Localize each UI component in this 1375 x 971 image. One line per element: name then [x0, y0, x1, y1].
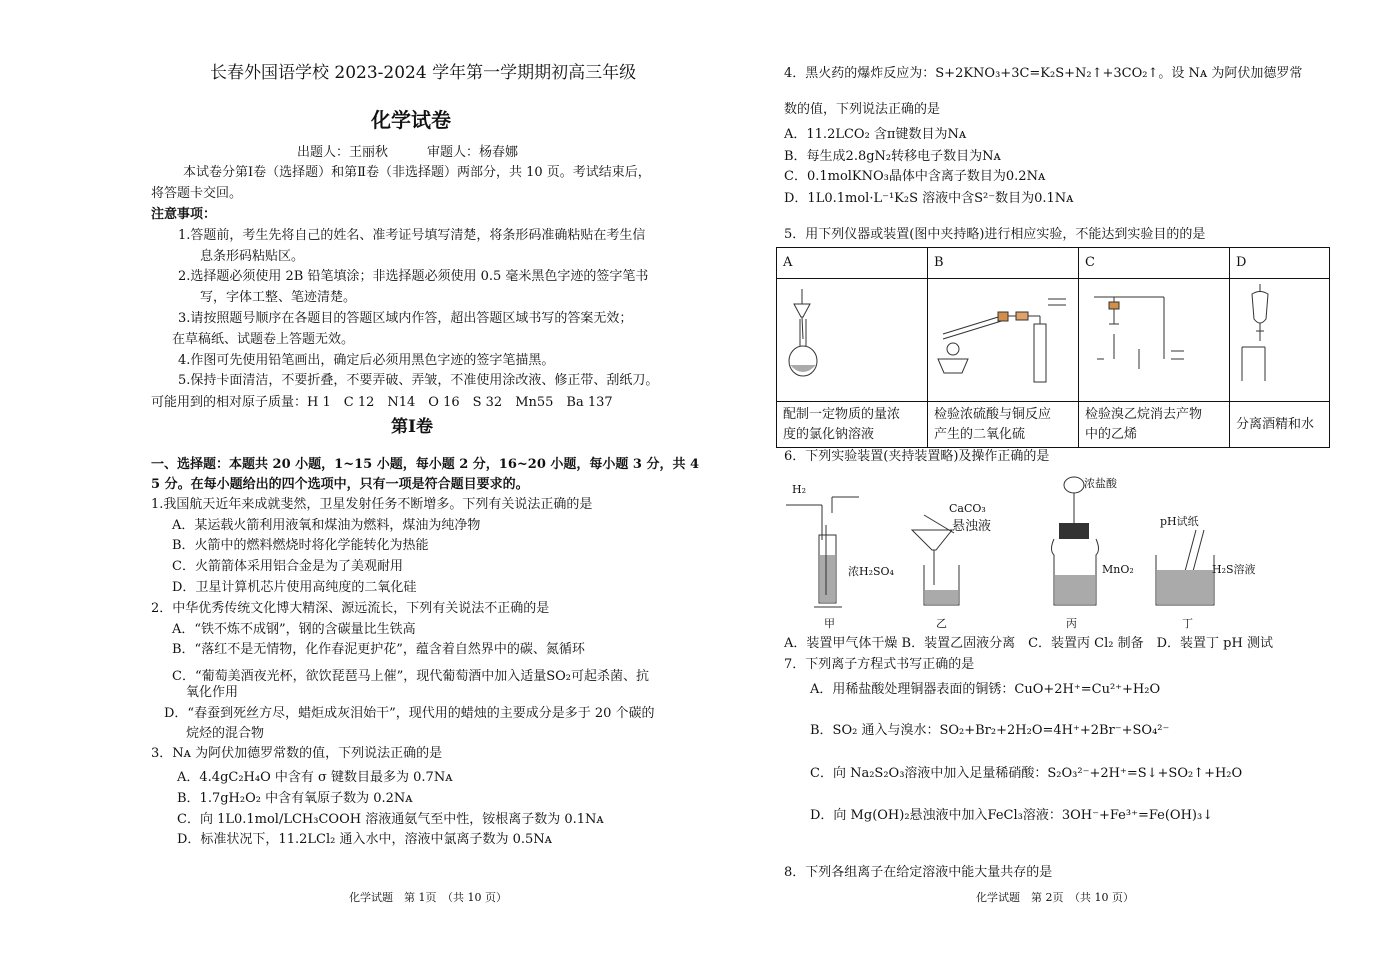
question-1-option-c: C．火箭箭体采用铝合金是为了美观耐用	[172, 559, 403, 574]
question-4-option-b: B．每生成2.8gN₂转移电子数目为Nᴀ	[784, 149, 1001, 164]
question-8: 8．下列各组离子在给定溶液中能大量共存的是	[784, 865, 1053, 880]
question-2-option-d-line-2: 烷烃的混合物	[186, 726, 265, 741]
apparatus-d-cell	[1230, 279, 1330, 402]
question-4-option-c: C．0.1molKNO₃晶体中含离子数目为0.2Nᴀ	[784, 169, 1046, 184]
table-desc-d	[1230, 402, 1330, 448]
label-jia: 甲	[824, 617, 835, 630]
question-3-option-c: C．向 1L0.1mol/LCH₃COOH 溶液通氨气至中性，铵根离子数为 0.1Nᴀ	[177, 812, 604, 827]
section-1-line-1: 一、选择题：本题共 20 小题，1~15 小题，每小题 2 分，16~20 小题，每小题 3 分，共 4	[151, 457, 700, 472]
question-1-option-a: A．某运载火箭利用液氧和煤油为燃料，煤油为纯净物	[172, 518, 481, 533]
question-7-option-a: A．用稀盐酸处理铜器表面的铜锈：CuO+2H⁺=Cu²⁺+H₂O	[810, 682, 1161, 697]
question-7: 7．下列离子方程式书写正确的是	[784, 657, 975, 672]
apparatus-b-cell	[928, 279, 1079, 402]
apparatus-a-cell	[777, 279, 928, 402]
question-6-options: A．装置甲气体干燥 B．装置乙固液分离 C．装置丙 Cl₂ 制备 D．装置丁 pH 测试	[784, 636, 1273, 651]
desc-d-text: 分离酒精和水	[1236, 416, 1315, 432]
notice-1a: 1.答题前，考生先将自己的姓名、准考证号填写清楚，将条形码准确粘贴在考生信	[178, 228, 646, 243]
desc-a-text: 配制一定物质的量浓度的氯化钠溶液	[783, 406, 901, 442]
question-6: 6．下列实验装置(夹持装置略)及操作正确的是	[784, 449, 1050, 464]
table-desc-b	[928, 402, 1079, 448]
page-footer: 化学试题 第 1页 （共 10 页）	[349, 891, 507, 904]
question-2-option-a: A．“铁不炼不成钢”，钢的含碳量比生铁高	[172, 622, 416, 637]
question-2: 2．中华优秀传统文化博大精深、源远流长，下列有关说法不正确的是	[151, 601, 550, 616]
question-4-option-d: D．1L0.1mol·L⁻¹K₂S 溶液中含S²⁻数目为0.1Nᴀ	[784, 191, 1074, 206]
question-7-option-c: C．向 Na₂S₂O₃溶液中加入足量稀硝酸：S₂O₃²⁻+2H⁺=S↓+SO₂↑+H₂O	[810, 766, 1243, 781]
label-mno2: MnO₂	[1102, 563, 1134, 576]
page-footer: 化学试题 第 2页 （共 10 页）	[976, 891, 1134, 904]
notice-3a: 3.请按照题号顺序在各题目的答题区域内作答，超出答题区域书写的答案无效；	[178, 311, 633, 326]
apparatus-ding	[1156, 515, 1256, 630]
desc-b-text: 检验浓硫酸与铜反应产生的二氧化硫	[934, 406, 1052, 442]
notice-2a: 2.选择题必须使用 2B 铅笔填涂；非选择题必须使用 0.5 毫米黑色字迹的签字笔书	[178, 269, 649, 284]
question-3: 3．Nᴀ 为阿伏加德罗常数的值，下列说法正确的是	[151, 746, 443, 761]
question-2-option-b: B．“落红不是无情物，化作春泥更护花”，蕴含着自然界中的碳、氮循环	[172, 642, 585, 657]
table-desc-a	[777, 402, 928, 448]
question-6-figures	[784, 475, 1264, 635]
volume-title: 第Ⅰ卷	[391, 417, 433, 437]
question-7-option-b: B．SO₂ 通入与溴水：SO₂+Br₂+2H₂O=4H⁺+2Br⁻+SO₄²⁻	[810, 723, 1170, 738]
table-desc-c	[1079, 402, 1230, 448]
label-conc-hcl: 浓盐酸	[1084, 477, 1117, 490]
page-2	[700, 0, 1375, 971]
table-header-a: A	[777, 248, 928, 279]
notice-4: 4.作图可先使用铅笔画出，确定后必须用黑色字迹的签字笔描黑。	[178, 353, 555, 368]
label-h2s-solution: H₂S溶液	[1212, 563, 1256, 576]
question-5-table	[776, 247, 1330, 448]
question-1: 1.我国航天近年来成就斐然，卫星发射任务不断增多。下列有关说法正确的是	[151, 497, 593, 512]
question-7-option-d: D．向 Mg(OH)₂悬浊液中加入FeCl₃溶液：3OH⁻+Fe³⁺=Fe(OH)₃↓	[810, 808, 1214, 823]
question-4-line-1: 4．黑火药的爆炸反应为：S+2KNO₃+3C=K₂S+N₂↑+3CO₂↑。设 Nᴀ 为阿伏加德罗常	[784, 66, 1303, 81]
apparatus-c-cell	[1079, 279, 1230, 402]
table-header-d: D	[1230, 248, 1330, 279]
notice-5: 5.保持卡面清洁，不要折叠，不要弄破、弄皱，不准使用涂改液、修正带、刮纸刀。	[178, 373, 659, 388]
exam-authors: 出题人：王丽秋 审题人：杨春娜	[297, 145, 519, 160]
intro-line-1: 本试卷分第Ⅰ卷（选择题）和第Ⅱ卷（非选择题）两部分，共 10 页。考试结束后，	[183, 165, 651, 180]
exam-subject-title: 化学试卷	[371, 108, 451, 132]
section-1-line-2: 5 分。在每小题给出的四个选项中，只有一项是符合题目要求的。	[151, 477, 529, 492]
apparatus-bing	[1052, 476, 1134, 630]
question-3-option-d: D．标准状况下，11.2LCl₂ 通入水中，溶液中氯离子数为 0.5Nᴀ	[177, 832, 552, 847]
question-5: 5．用下列仪器或装置(图中夹持略)进行相应实验，不能达到实验目的的是	[784, 227, 1206, 242]
label-ph-paper: pH试纸	[1160, 515, 1199, 528]
notice-title: 注意事项：	[151, 207, 217, 222]
table-header-c: C	[1079, 248, 1230, 279]
intro-line-2: 将答题卡交回。	[151, 186, 243, 201]
question-1-option-d: D．卫星计算机芯片使用高纯度的二氧化硅	[172, 580, 417, 595]
desc-c-text: 检验溴乙烷消去产物中的乙烯	[1085, 406, 1203, 442]
separatory-funnel-figure	[1230, 279, 1329, 394]
apparatus-yi	[912, 502, 991, 630]
label-caco3: CaCO₃	[949, 502, 986, 515]
label-h2: H₂	[792, 483, 807, 496]
label-suspension: 悬浊液	[952, 519, 992, 534]
question-2-option-c-line-2: 氧化作用	[186, 685, 239, 700]
label-ding: 丁	[1182, 617, 1193, 630]
atomic-masses: 可能用到的相对原子质量：H 1 C 12 N14 O 16 S 32 Mn55 Ba 137	[151, 395, 613, 410]
question-4-line-2: 数的值，下列说法正确的是	[784, 102, 941, 117]
question-3-option-b: B．1.7gH₂O₂ 中含有氧原子数为 0.2Nᴀ	[177, 791, 413, 806]
cu-h2so4-apparatus-figure	[928, 279, 1078, 394]
notice-1b: 息条形码粘贴区。	[200, 249, 305, 264]
volumetric-flask-figure	[777, 279, 927, 394]
table-header-b: B	[928, 248, 1079, 279]
ethylene-test-figure	[1079, 279, 1229, 394]
exam-school-title: 长春外国语学校 2023-2024 学年第一学期期初高三年级	[210, 63, 637, 83]
label-conc-h2so4: 浓H₂SO₄	[848, 565, 894, 578]
question-3-option-a: A．4.4gC₂H₄O 中含有 σ 键数目最多为 0.7Nᴀ	[177, 770, 453, 785]
label-yi: 乙	[936, 617, 947, 630]
question-1-option-b: B．火箭中的燃料燃烧时将化学能转化为热能	[172, 538, 429, 553]
label-bing: 丙	[1066, 617, 1077, 630]
question-4-option-a: A．11.2LCO₂ 含π键数目为Nᴀ	[784, 127, 967, 142]
question-2-option-d-line-1: D．“春蚕到死丝方尽，蜡炬成灰泪始干”，现代用的蜡烛的主要成分是多于 20 个碳的	[164, 706, 655, 721]
apparatus-jia	[786, 483, 895, 630]
notice-2b: 写，字体工整、笔迹清楚。	[200, 290, 357, 305]
notice-3b: 在草稿纸、试题卷上答题无效。	[172, 332, 355, 347]
question-2-option-c-line-1: C．“葡萄美酒夜光杯，欲饮琵琶马上催”，现代葡萄酒中加入适量SO₂可起杀菌、抗	[172, 669, 650, 684]
